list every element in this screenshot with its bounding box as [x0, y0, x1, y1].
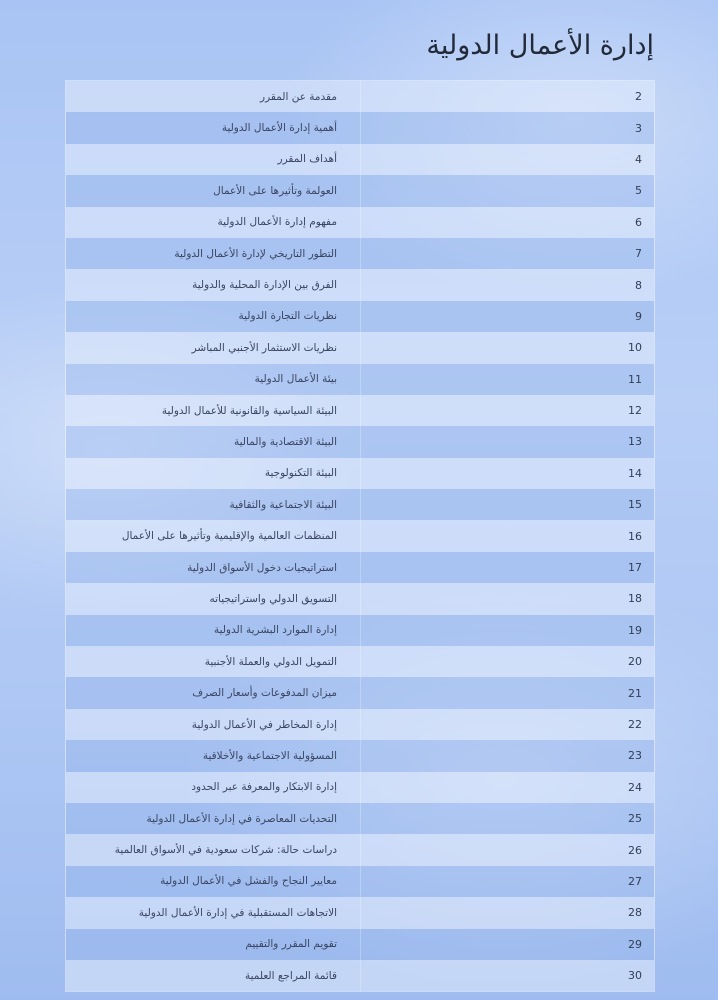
toc-page-number: 22 — [628, 718, 642, 731]
toc-entry-title: استراتيجيات دخول الأسواق الدولية — [187, 561, 337, 574]
toc-entry-title: المنظمات العالمية والإقليمية وتأثيرها على الأعمال — [121, 530, 337, 543]
toc-entry-title: ميزان المدفوعات وأسعار الصرف — [192, 687, 337, 700]
toc-page-number: 21 — [628, 686, 642, 700]
toc-page-number: 14 — [628, 466, 642, 480]
toc-page-number: 30 — [628, 969, 642, 983]
toc-entry-title: البيئة الاقتصادية والمالية — [233, 435, 337, 448]
toc-entry-title: دراسات حالة: شركات سعودية في الأسواق العالمية — [114, 844, 337, 857]
toc-entry-title: البيئة التكنولوجية — [264, 467, 337, 480]
toc-entry-title: الاتجاهات المستقبلية في إدارة الأعمال الدولية — [138, 906, 337, 919]
toc-entry-title: مفهوم إدارة الأعمال الدولية — [217, 216, 337, 229]
toc-entry-title: أهمية إدارة الأعمال الدولية — [221, 122, 337, 135]
toc-entry-title: نظريات التجارة الدولية — [238, 310, 337, 323]
toc-page-number: 29 — [628, 937, 642, 951]
toc-entry-title: إدارة المخاطر في الأعمال الدولية — [191, 718, 337, 731]
toc-page-number: 2 — [635, 90, 642, 104]
toc-entry-title: المسؤولية الاجتماعية والأخلاقية — [202, 749, 337, 762]
toc-page-number: 18 — [628, 592, 642, 606]
toc-page-number: 13 — [628, 435, 642, 449]
toc-entry-title: قائمة المراجع العلمية — [244, 969, 337, 982]
toc-page-number: 4 — [635, 152, 642, 166]
toc-entry-title: العولمة وتأثيرها على الأعمال — [213, 184, 337, 197]
toc-entry-title: معايير النجاح والفشل في الأعمال الدولية — [160, 875, 337, 888]
toc-page-number: 11 — [628, 372, 642, 386]
toc-entry-title: التحديات المعاصرة في إدارة الأعمال الدولية — [146, 812, 337, 825]
page-title: إدارة الأعمال الدولية — [426, 30, 654, 61]
toc-page-number: 6 — [635, 215, 642, 229]
toc-entry-title: إدارة الابتكار والمعرفة عبر الحدود — [191, 781, 337, 794]
toc-page-number: 26 — [628, 843, 642, 857]
toc-page-number: 3 — [635, 121, 642, 135]
toc-entry-title: البيئة السياسية والقانونية للأعمال الدولية — [161, 404, 337, 417]
toc-page-number: 10 — [628, 341, 642, 355]
toc-page-number: 24 — [628, 780, 642, 794]
toc-entry-title: نظريات الاستثمار الأجنبي المباشر — [191, 341, 337, 354]
toc-page-number: 8 — [635, 278, 642, 292]
toc-page-number: 5 — [635, 184, 642, 198]
toc-page-number: 9 — [635, 309, 642, 323]
toc-page-number: 17 — [628, 561, 642, 575]
toc-entry-title: أهداف المقرر — [277, 153, 337, 166]
toc-page-number: 27 — [628, 874, 642, 888]
toc-entry-title: الفرق بين الإدارة المحلية والدولية — [192, 279, 337, 292]
toc-entry-title: مقدمة عن المقرر — [260, 90, 337, 103]
toc-page-number: 16 — [628, 529, 642, 543]
toc-entry-title: تقويم المقرر والتقييم — [245, 938, 337, 951]
toc-page-number: 23 — [628, 749, 642, 763]
toc-page-number: 20 — [628, 655, 642, 669]
toc-entry-title: التسويق الدولي واستراتيجياته — [209, 592, 337, 605]
toc-page-number: 19 — [628, 623, 642, 637]
toc-entry-title: البيئة الاجتماعية والثقافية — [229, 498, 337, 511]
toc-page-number: 28 — [628, 906, 642, 920]
toc-page-number: 12 — [628, 404, 642, 418]
column-divider — [360, 81, 361, 991]
toc-entry-title: التطور التاريخي لإدارة الأعمال الدولية — [174, 247, 337, 260]
table-of-contents — [65, 80, 655, 992]
toc-entry-title: إدارة الموارد البشرية الدولية — [213, 624, 337, 637]
toc-page-number: 7 — [635, 247, 642, 261]
toc-entry-title: التمويل الدولي والعملة الأجنبية — [204, 655, 337, 668]
toc-entry-title: بيئة الأعمال الدولية — [254, 373, 337, 386]
toc-page-number: 25 — [628, 812, 642, 826]
toc-page-number: 15 — [628, 498, 642, 512]
